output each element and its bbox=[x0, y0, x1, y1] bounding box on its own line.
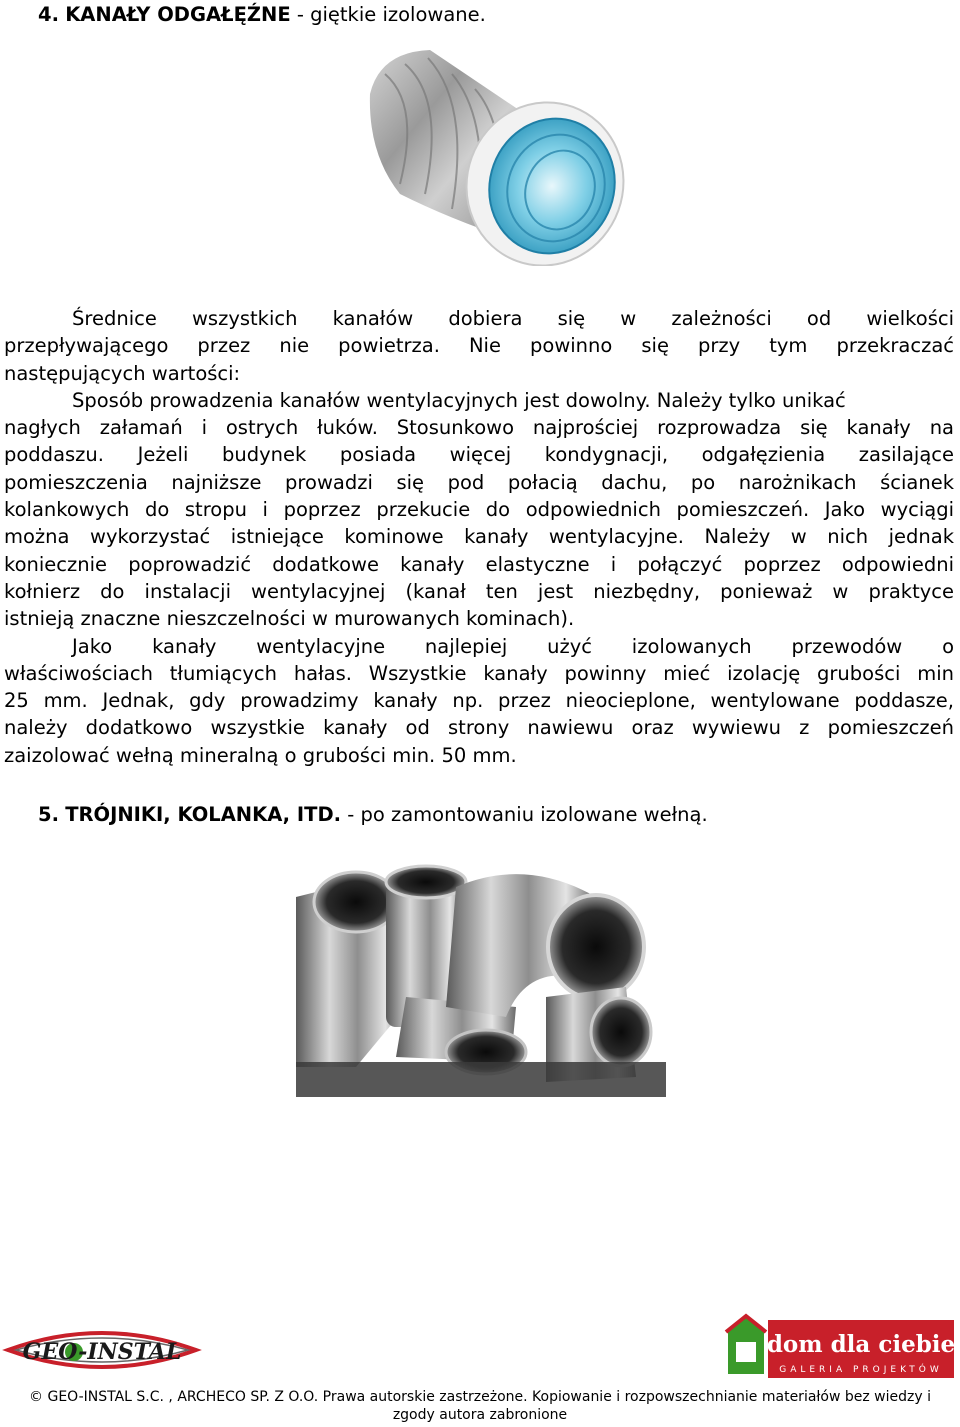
section-4-title: KANAŁY ODGAŁĘŹNE bbox=[65, 3, 291, 26]
body-line: Sposób prowadzenia kanałów wentylacyjnych jest dowolny. Należy tylko unikać bbox=[72, 388, 846, 412]
body-line: pomieszczenia najniższe prowadzi się pod połacią dachu, po narożnikach ścianek bbox=[4, 470, 954, 494]
body-line: 25 mm. Jednak, gdy prowadzimy kanały np. przez nieocieplone, wentylowane poddasze, bbox=[4, 689, 954, 713]
body-line: należy dodatkowo wszystkie kanały od strony nawiewu oraz wywiewu z pomieszczeń bbox=[4, 716, 954, 740]
flexible-duct-image bbox=[360, 44, 635, 266]
body-line: istnieją znaczne nieszczelności w murowanych kominach). bbox=[4, 607, 575, 631]
section-4-number: 4. bbox=[38, 3, 59, 26]
body-line: następujących wartości: bbox=[4, 361, 241, 385]
body-line: koniecznie poprowadzić dodatkowe kanały elastyczne i połączyć poprzez odpowiedni bbox=[4, 552, 954, 576]
section-5-number: 5. bbox=[38, 803, 59, 826]
geo-instal-logo-text: GEO-INSTAL bbox=[22, 1339, 182, 1365]
body-line: Jako kanały wentylacyjne najlepiej użyć izolowanych przewodów o bbox=[72, 634, 954, 658]
body-line: poddaszu. Jeżeli budynek posiada więcej kondygnacji, odgałęzienia zasilające bbox=[4, 443, 954, 467]
footer-copyright-line-2: zgody autora zabronione bbox=[392, 1407, 568, 1423]
geo-instal-logo bbox=[2, 1322, 202, 1384]
body-line: nagłych załamań i ostrych łuków. Stosunkowo najprościej rozprowadza się kanały na bbox=[4, 416, 954, 440]
body-line: przepływającego przez nie powietrza. Nie powinno się przy tym przekraczać bbox=[4, 334, 954, 358]
body-text bbox=[4, 305, 954, 769]
duct-fittings-image bbox=[296, 857, 666, 1097]
section-4-heading bbox=[38, 2, 486, 28]
body-line: Średnice wszystkich kanałów dobiera się w zależności od wielkości bbox=[72, 307, 954, 330]
dom-dla-ciebie-logo bbox=[722, 1312, 958, 1384]
footer-copyright: © GEO-INSTAL S.C. , ARCHECO SP. Z O.O. Prawa autorskie zastrzeżone. Kopiowanie i rozpowszechnianie materiałów bez wiedzy i bbox=[29, 1389, 931, 1405]
body-line: można wykorzystać istniejące kominowe kanały wentylacyjne. Należy w nich jednak bbox=[4, 525, 954, 549]
body-line: właściwościach tłumiących hałas. Wszystkie kanały powinny mieć izolację grubości min bbox=[4, 661, 954, 685]
section-5-heading bbox=[38, 802, 708, 828]
body-line: kołnierz do instalacji wentylacyjnej (kanał ten jest niezbędny, ponieważ w praktyce bbox=[4, 579, 954, 603]
dom-dla-ciebie-logo-text: dom dla ciebie bbox=[766, 1331, 956, 1358]
body-line: zaizolować wełną mineralną o grubości min. 50 mm. bbox=[4, 743, 517, 767]
section-5-title: TRÓJNIKI, KOLANKA, ITD. bbox=[65, 803, 342, 826]
dom-dla-ciebie-logo-subtext: GALERIA PROJEKTÓW bbox=[779, 1365, 943, 1375]
section-5-subtitle: - po zamontowaniu izolowane wełną. bbox=[341, 803, 708, 826]
body-line: kolankowych do stropu i poprzez przekucie do odpowiednich pomieszczeń. Jako wyciągi bbox=[4, 498, 954, 522]
section-4-subtitle: - giętkie izolowane. bbox=[290, 3, 486, 26]
